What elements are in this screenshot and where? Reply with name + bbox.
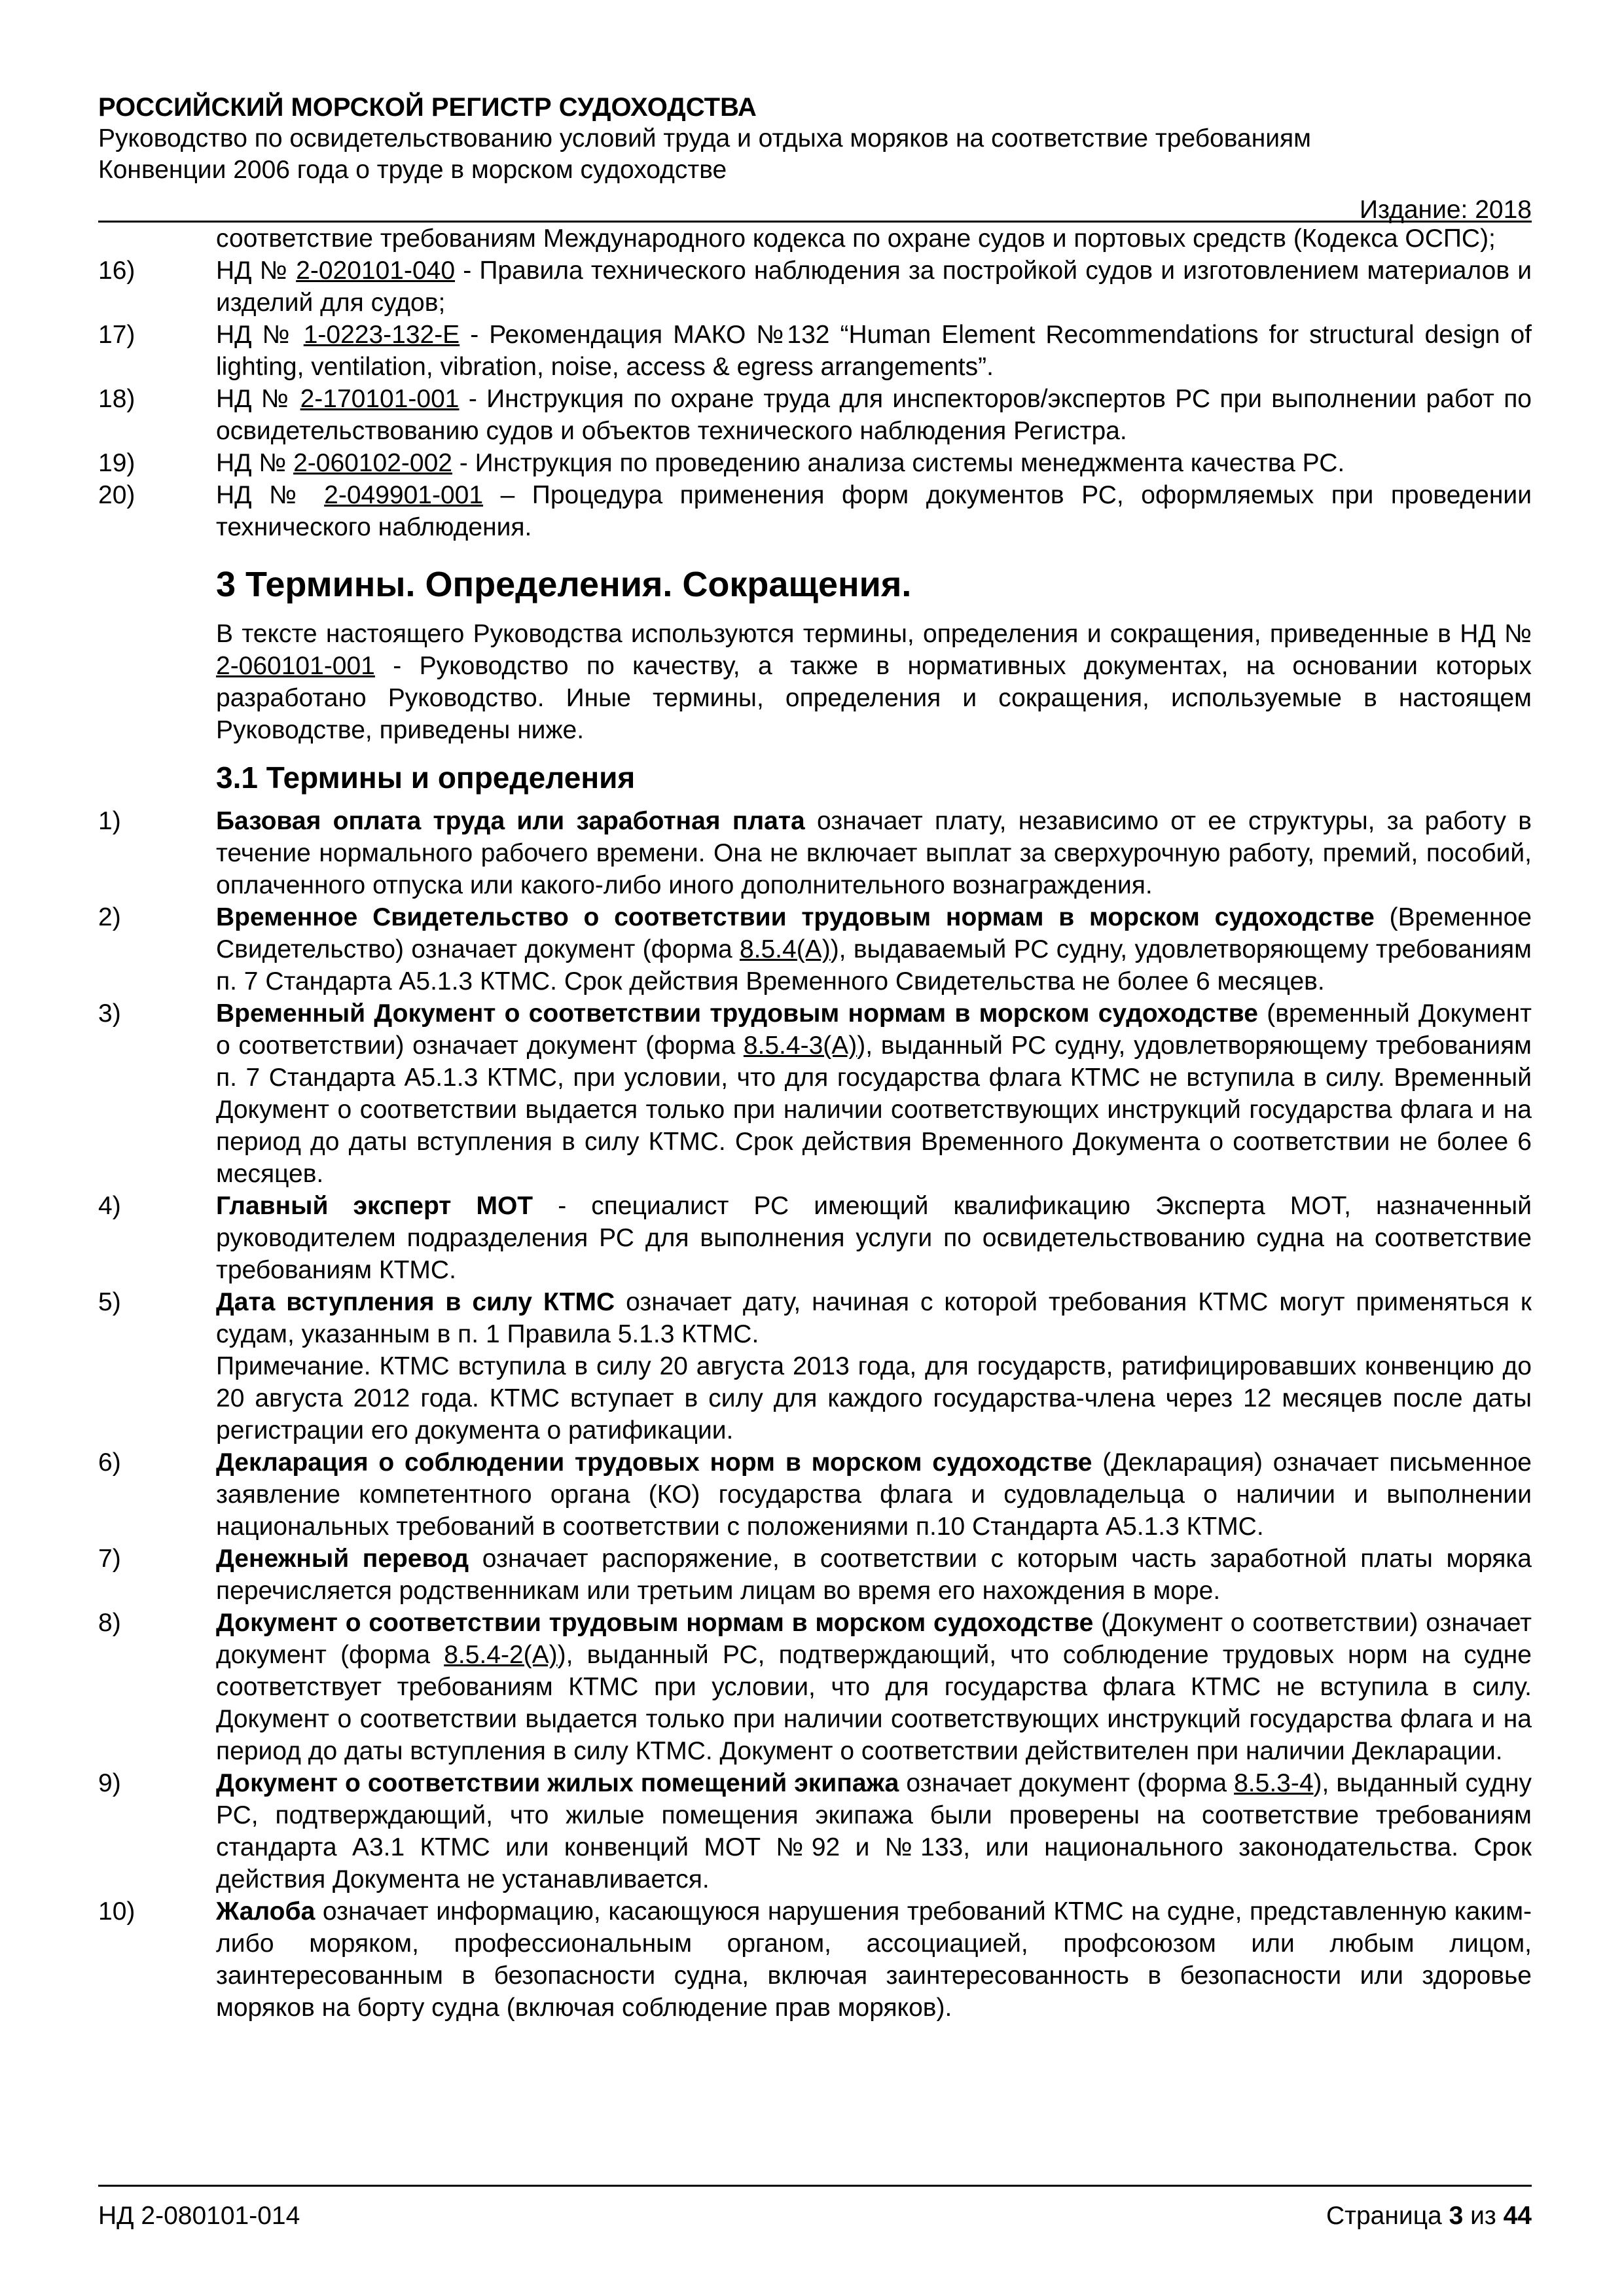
document-link-2-049901-001[interactable]: 2-049901-001	[324, 481, 484, 509]
page-footer	[98, 2200, 1532, 2232]
item-number: 3)	[98, 999, 121, 1028]
term-item-4: 4) Главный эксперт МОТ - специалист РС имеющий квалификацию Эксперта МОТ, назначенный руководителем подразделения РС для выполнения услуги по освидетельствованию судна на соответствие требованиям КТМС.	[98, 1190, 1532, 1286]
term: Документ о соответствии трудовым нормам в морском судоходстве	[216, 1609, 1094, 1637]
form-link-8-5-3-4[interactable]: 8.5.3-4	[1234, 1769, 1314, 1797]
page-header	[98, 92, 1532, 226]
term: Базовая оплата труда или заработная плата	[216, 807, 805, 835]
document-link-2-060101-001[interactable]: 2-060101-001	[216, 652, 375, 680]
page-current: 3	[1449, 2202, 1464, 2230]
term-note: Примечание. КТМС вступила в силу 20 августа 2013 года, для государств, ратифицировавших конвенцию до 20 августа 2012 года. КТМС вступает в силу для каждого государства-члена через 12 месяцев после даты регистрации его документа о ратификации.	[216, 1352, 1532, 1444]
term-item-3: 3) Временный Документ о соответствии трудовым нормам в морском судоходстве (временный Документ о соответствии) означает документ (форма 8.5.4-3(А)), выданный РС судну, удовлетворяющему требованиям п. 7 Стандарта А5.1.3 КТМС, при условии, что для государства флага КТМС не вступила в силу. Временный Документ о соответствии выдается только при наличии соответствующих инструкций государства флага и на период до даты вступления в силу КТМС. Срок действия Временного Документа о соответствии не более 6 месяцев.	[98, 997, 1532, 1190]
form-link-8-5-4-3-a[interactable]: 8.5.4-3(А)	[743, 1031, 857, 1060]
page-total: 44	[1503, 2202, 1532, 2230]
document-title-line-1: Руководство по освидетельствованию условий труда и отдыха моряков на соответствие требованиям	[98, 124, 1311, 152]
term-item-7: 7) Денежный перевод означает распоряжение, в соответствии с которым часть заработной платы моряка перечисляется родственникам или третьим лицам во время его нахождения в море.	[98, 1543, 1532, 1607]
page-counter: Страница 3 из 44	[1326, 2202, 1532, 2230]
term: Дата вступления в силу КТМС	[216, 1288, 615, 1316]
reference-continuation: соответствие требованиям Международного кодекса по охране судов и портовых средств (Кодекса ОСПС);	[216, 224, 1496, 253]
item-number: 18)	[98, 385, 135, 413]
document-link-1-0223-132-e[interactable]: 1-0223-132-Е	[303, 321, 460, 349]
item-number: 10)	[98, 1897, 135, 1926]
term: Временное Свидетельство о соответствии трудовым нормам в морском судоходстве	[216, 903, 1375, 931]
item-number: 17)	[98, 321, 135, 349]
item-number: 6)	[98, 1448, 121, 1477]
item-number: 20)	[98, 481, 135, 509]
item-number: 4)	[98, 1192, 121, 1220]
reference-item-20: 20) НД № 2-049901-001 – Процедура применения форм документов РС, оформляемых при проведении технического наблюдения.	[98, 479, 1532, 543]
term-item-9: 9) Документ о соответствии жилых помещений экипажа означает документ (форма 8.5.3-4), выданный судну РС, подтверждающий, что жилые помещения экипажа были проверены на соответствие требованиям стандарта А3.1 КТМС или конвенций МОТ №92 и №133, или национального законодательства. Срок действия Документа не устанавливается.	[98, 1767, 1532, 1895]
document-link-2-020101-040[interactable]: 2-020101-040	[296, 257, 456, 285]
term-item-10: 10) Жалоба означает информацию, касающуюся нарушения требований КТМС на судне, представленную каким-либо моряком, профессиональным органом, ассоциацией, профсоюзом или любым лицом, заинтересованным в безопасности судна, включая заинтересованность в безопасности или здоровье моряков на борту судна (включая соблюдение прав моряков).	[98, 1895, 1532, 2024]
term: Денежный перевод	[216, 1545, 469, 1573]
item-number: 5)	[98, 1288, 121, 1316]
reference-item-19: 19) НД № 2-060102-002 - Инструкция по проведению анализа системы менеджмента качества РС.	[98, 447, 1532, 479]
document-title-line-2: Конвенции 2006 года о труде в морском судоходстве	[98, 156, 727, 184]
item-number: 16)	[98, 257, 135, 285]
term: Главный эксперт МОТ	[216, 1192, 533, 1220]
term-item-1: 1) Базовая оплата труда или заработная плата означает плату, независимо от ее структуры, за работу в течение нормального рабочего времени. Она не включает выплат за сверхурочную работу, премий, пособий, оплаченного отпуска или какого-либо иного дополнительного вознаграждения.	[98, 805, 1532, 901]
reference-item-17: 17) НД № 1-0223-132-Е - Рекомендация МАКО №132 “Human Element Recommendations for structural design of lighting, ventilation, vibration, noise, access & egress arrangements”.	[98, 319, 1532, 383]
term: Временный Документ о соответствии трудовым нормам в морском судоходстве	[216, 999, 1258, 1028]
subsection-3-1-heading: 3.1 Термины и определения	[216, 761, 636, 795]
item-number: 7)	[98, 1545, 121, 1573]
term: Документ о соответствии жилых помещений экипажа	[216, 1769, 899, 1797]
form-link-8-5-4-a[interactable]: 8.5.4(А)	[739, 935, 831, 963]
page-body	[98, 223, 1532, 2024]
item-number: 1)	[98, 807, 121, 835]
section-3-intro: В тексте настоящего Руководства используются термины, определения и сокращения, приведенные в НД № 2-060101-001 - Руководство по качеству, а также в нормативных документах, на основании которых разработано Руководство. Иные термины, определения и сокращения, используемые в настоящем Руководстве, приведены ниже.	[216, 620, 1532, 744]
footer-rule	[98, 2185, 1532, 2187]
item-number: 19)	[98, 449, 135, 477]
term-item-2: 2) Временное Свидетельство о соответствии трудовым нормам в морском судоходстве (Временное Свидетельство) означает документ (форма 8.5.4(А)), выдаваемый РС судну, удовлетворяющему требованиям п. 7 Стандарта А5.1.3 КТМС. Срок действия Временного Свидетельства не более 6 месяцев.	[98, 901, 1532, 997]
term-item-6: 6) Декларация о соблюдении трудовых норм в морском судоходстве (Декларация) означает письменное заявление компетентного органа (КО) государства флага и судовладельца о наличии и выполнении национальных требований в соответствии с положениями п.10 Стандарта А5.1.3 КТМС.	[98, 1446, 1532, 1543]
term-item-8: 8) Документ о соответствии трудовым нормам в морском судоходстве (Документ о соответствии) означает документ (форма 8.5.4-2(А)), выданный РС, подтверждающий, что соблюдение трудовых норм на судне соответствует требованиям КТМС при условии, что для государства флага КТМС не вступила в силу. Документ о соответствии выдается только при наличии соответствующих инструкций государства флага и на период до даты вступления в силу КТМС. Документ о соответствии действителен при наличии Декларации.	[98, 1607, 1532, 1767]
item-number: 8)	[98, 1609, 121, 1637]
document-link-2-170101-001[interactable]: 2-170101-001	[300, 385, 460, 413]
organization-name: РОССИЙСКИЙ МОРСКОЙ РЕГИСТР СУДОХОДСТВА	[98, 93, 757, 122]
term: Жалоба	[216, 1897, 316, 1926]
form-link-8-5-4-2-a[interactable]: 8.5.4-2(А)	[444, 1641, 558, 1669]
reference-item-18: 18) НД № 2-170101-001 - Инструкция по охране труда для инспекторов/экспертов РС при выполнении работ по освидетельствованию судов и объектов технического наблюдения Регистра.	[98, 383, 1532, 447]
section-3-heading: 3 Термины. Определения. Сокращения.	[216, 565, 912, 604]
item-number: 9)	[98, 1769, 121, 1797]
term: Декларация о соблюдении трудовых норм в морском судоходстве	[216, 1448, 1092, 1477]
reference-item-16: 16) НД № 2-020101-040 - Правила технического наблюдения за постройкой судов и изготовлением материалов и изделий для судов;	[98, 255, 1532, 319]
item-number: 2)	[98, 903, 121, 931]
edition-label: Издание: 2018	[1360, 196, 1532, 224]
term-item-5: 5) Дата вступления в силу КТМС означает дату, начиная с которой требования КТМС могут применяться к судам, указанным в п. 1 Правила 5.1.3 КТМС. Примечание. КТМС вступила в силу 20 августа 2013 года, для государств, ратифицировавших конвенцию до 20 августа 2012 года. КТМС вступает в силу для каждого государства-члена через 12 месяцев после даты регистрации его документа о ратификации.	[98, 1286, 1532, 1446]
footer-document-number: НД 2-080101-014	[98, 2202, 300, 2230]
document-link-2-060102-002[interactable]: 2-060102-002	[293, 449, 452, 477]
